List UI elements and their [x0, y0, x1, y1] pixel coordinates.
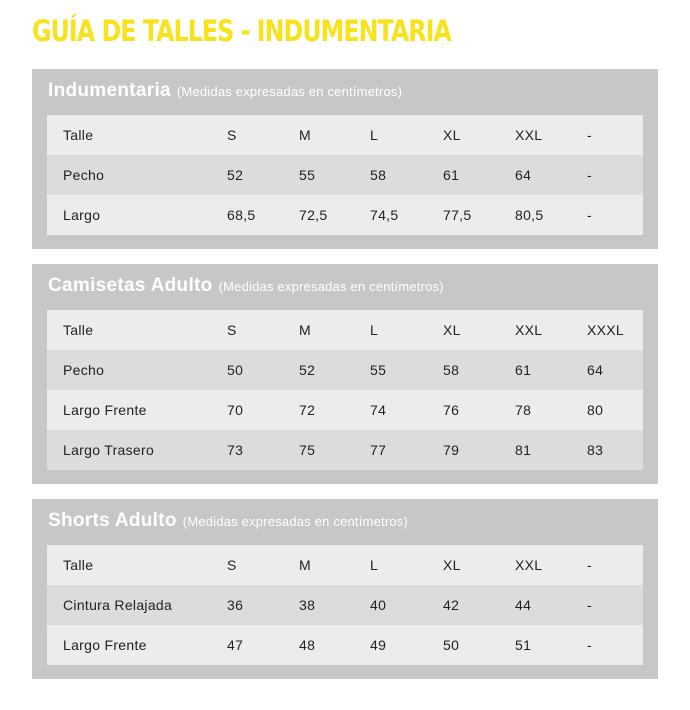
- size-table: [47, 310, 643, 470]
- size-table-camisetas-adulto: [32, 264, 658, 484]
- table-row: [47, 625, 643, 665]
- table-cell: 52: [227, 167, 244, 183]
- table-cell: 36: [227, 597, 244, 613]
- table-cell: Pecho: [63, 167, 105, 183]
- table-row: [47, 155, 643, 195]
- size-table-shorts-adulto: [32, 499, 658, 679]
- table-cell: XL: [443, 127, 461, 143]
- table-cell: -: [587, 637, 592, 653]
- table-cell: 61: [515, 362, 532, 378]
- table-cell: S: [227, 557, 237, 573]
- table-cell: 51: [515, 637, 532, 653]
- size-table-indumentaria: [32, 69, 658, 249]
- table-cell: Largo Frente: [63, 637, 147, 653]
- table-cell: 74,5: [370, 207, 399, 223]
- section-heading: [48, 275, 444, 297]
- table-cell: 64: [587, 362, 604, 378]
- table-cell: 64: [515, 167, 532, 183]
- table-cell: Largo Trasero: [63, 442, 155, 458]
- table-cell: XXXL: [587, 322, 624, 338]
- table-cell: L: [370, 557, 379, 573]
- table-cell: Cintura Relajada: [63, 597, 173, 613]
- table-cell: 52: [299, 362, 316, 378]
- table-cell: L: [370, 127, 379, 143]
- table-cell: -: [587, 167, 592, 183]
- table-cell: 40: [370, 597, 387, 613]
- table-row: [47, 350, 643, 390]
- table-row: [47, 430, 643, 470]
- table-cell: 81: [515, 442, 532, 458]
- table-cell: 80: [587, 402, 604, 418]
- section-title: Camisetas Adulto: [48, 275, 213, 296]
- table-cell: 80,5: [515, 207, 544, 223]
- table-row: [47, 195, 643, 235]
- table-cell: Largo: [63, 207, 101, 223]
- section-title: Shorts Adulto: [48, 510, 177, 531]
- table-cell: 55: [299, 167, 316, 183]
- table-cell: XXL: [515, 127, 543, 143]
- table-cell: M: [299, 127, 311, 143]
- table-cell: -: [587, 557, 592, 573]
- section-heading: [48, 510, 408, 532]
- page-title: GUÍA DE TALLES - INDUMENTARIA: [32, 14, 451, 48]
- table-cell: 58: [370, 167, 387, 183]
- table-cell: M: [299, 557, 311, 573]
- table-cell: 55: [370, 362, 387, 378]
- table-row: [47, 390, 643, 430]
- table-cell: -: [587, 597, 592, 613]
- table-cell: XXL: [515, 322, 543, 338]
- table-cell: Talle: [63, 322, 94, 338]
- table-cell: 49: [370, 637, 387, 653]
- section-heading: [48, 80, 402, 102]
- table-cell: XL: [443, 557, 461, 573]
- table-cell: 42: [443, 597, 460, 613]
- table-header-row: [47, 545, 643, 585]
- table-cell: S: [227, 127, 237, 143]
- table-header-row: [47, 310, 643, 350]
- table-cell: 58: [443, 362, 460, 378]
- table-cell: 72,5: [299, 207, 328, 223]
- table-cell: 61: [443, 167, 460, 183]
- table-cell: 48: [299, 637, 316, 653]
- table-cell: L: [370, 322, 379, 338]
- table-cell: 78: [515, 402, 532, 418]
- table-cell: 70: [227, 402, 244, 418]
- table-cell: M: [299, 322, 311, 338]
- table-cell: 50: [443, 637, 460, 653]
- section-note: (Medidas expresadas en centímetros): [218, 279, 444, 294]
- table-cell: Talle: [63, 127, 94, 143]
- table-cell: 76: [443, 402, 460, 418]
- table-header-row: [47, 115, 643, 155]
- table-cell: Talle: [63, 557, 94, 573]
- table-cell: 50: [227, 362, 244, 378]
- size-table: [47, 545, 643, 665]
- table-cell: 68,5: [227, 207, 256, 223]
- table-cell: 79: [443, 442, 460, 458]
- table-cell: 83: [587, 442, 604, 458]
- table-cell: S: [227, 322, 237, 338]
- section-note: (Medidas expresadas en centímetros): [176, 84, 403, 99]
- table-cell: 73: [227, 442, 244, 458]
- section-note: (Medidas expresadas en centímetros): [182, 514, 409, 529]
- table-row: [47, 585, 643, 625]
- table-cell: Largo Frente: [63, 402, 147, 418]
- table-cell: 47: [227, 637, 244, 653]
- size-table: [47, 115, 643, 235]
- table-cell: 74: [370, 402, 387, 418]
- table-cell: Pecho: [63, 362, 105, 378]
- table-cell: 38: [299, 597, 316, 613]
- table-cell: 77,5: [443, 207, 472, 223]
- section-title: Indumentaria: [48, 80, 171, 101]
- table-cell: -: [587, 207, 592, 223]
- table-cell: 44: [515, 597, 532, 613]
- table-cell: XL: [443, 322, 461, 338]
- table-cell: XXL: [515, 557, 543, 573]
- table-cell: -: [587, 127, 592, 143]
- table-cell: 77: [370, 442, 387, 458]
- table-cell: 75: [299, 442, 316, 458]
- table-cell: 72: [299, 402, 316, 418]
